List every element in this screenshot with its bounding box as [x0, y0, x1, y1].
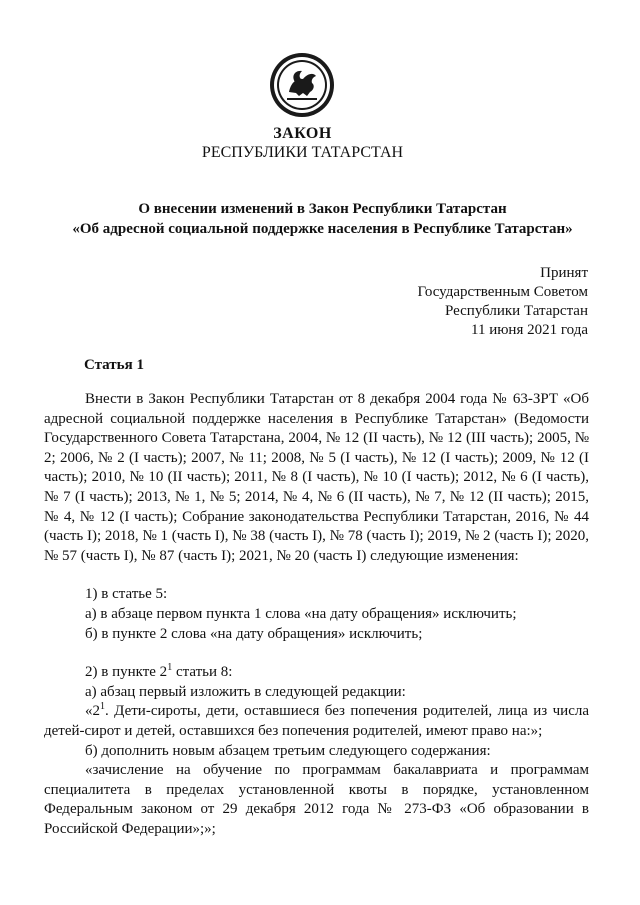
quote-2-paragraph: «зачисление на обучение по программам бакалавриата и программам специалитета в пределах установленной квоты в порядке, установленном Федеральным законом от 29 декабря 2012 года № 273-ФЗ «Об образовании в Российской Федерации»;»;: [44, 762, 589, 837]
item-2-prefix: 2) в пункте 2: [85, 664, 168, 681]
quote-prefix: «2: [85, 703, 100, 720]
item-2b: б) дополнить новым абзацем третьим следующего содержания:: [85, 742, 491, 759]
item-1b: б) в пункте 2 слова «на дату обращения» исключить;: [85, 625, 423, 642]
item-2-superscript: 1: [167, 662, 173, 674]
item-1a: а) в абзаце первом пункта 1 слова «на дату обращения» исключить;: [85, 605, 517, 622]
quote-text: . Дети-сироты, дети, оставшиеся без попечения родителей, лица из числа детей-сирот и детей, оставшихся без попечения родителей, имеют право на:»;: [44, 703, 589, 739]
document-heading: [40, 199, 605, 239]
law-subtitle: РЕСПУБЛИКИ ТАТАРСТАН: [201, 144, 404, 161]
quote-superscript: 1: [100, 701, 105, 713]
adoption-block: [418, 264, 589, 340]
law-title: ЗАКОН: [273, 125, 332, 142]
item-2a: а) абзац первый изложить в следующей редакции:: [85, 683, 406, 700]
adopted-line-3: Республики Татарстан: [444, 303, 588, 319]
heading-line-1: О внесении изменений в Закон Республики Татарстан: [138, 201, 507, 217]
adopted-line-2: Государственным Советом: [417, 284, 588, 300]
tatarstan-coat-of-arms-icon: [269, 52, 335, 118]
quote-paragraph: [44, 702, 589, 741]
item-1: 1) в статье 5:: [85, 586, 168, 603]
item-2: [44, 663, 589, 683]
item-2-suffix: статьи 8:: [172, 664, 233, 681]
article-title: Статья 1: [84, 357, 144, 373]
article-body: [44, 390, 589, 839]
adopted-line-1: Принят: [540, 265, 588, 281]
heading-line-2: «Об адресной социальной поддержке населения в Республике Татарстан»: [72, 221, 573, 237]
adoption-date: 11 июня 2021 года: [471, 322, 588, 338]
intro-paragraph: Внести в Закон Республики Татарстан от 8 декабря 2004 года № 63-ЗРТ «Об адресной социальной поддержке населения в Республике Татарстан» (Ведомости Государственного Совета Татарстана, 2004, № 12 (II часть), № 12 (III часть); 2005, № 2; 2006, № 2 (I часть); 2007, № 11; 2008, № 5 (I часть), № 12 (I часть); 2009, № 12 (I часть); 2010, № 10 (II часть); 2011, № 8 (I часть), № 10 (I часть); 2012, № 6 (I часть), № 7 (I часть); 2013, № 1, № 5; 2014, № 4, № 6 (II часть), № 7, № 12 (II часть); 2015, № 4, № 12 (I часть); Собрание законодательства Республики Татарстан, 2016, № 44 (часть I); 2018, № 1 (часть I), № 38 (часть I), № 78 (часть I); 2019, № 2 (часть I); 2020, № 57 (часть I), № 87 (часть I); 2021, № 20 (часть I) следующие изменения:: [44, 391, 589, 564]
